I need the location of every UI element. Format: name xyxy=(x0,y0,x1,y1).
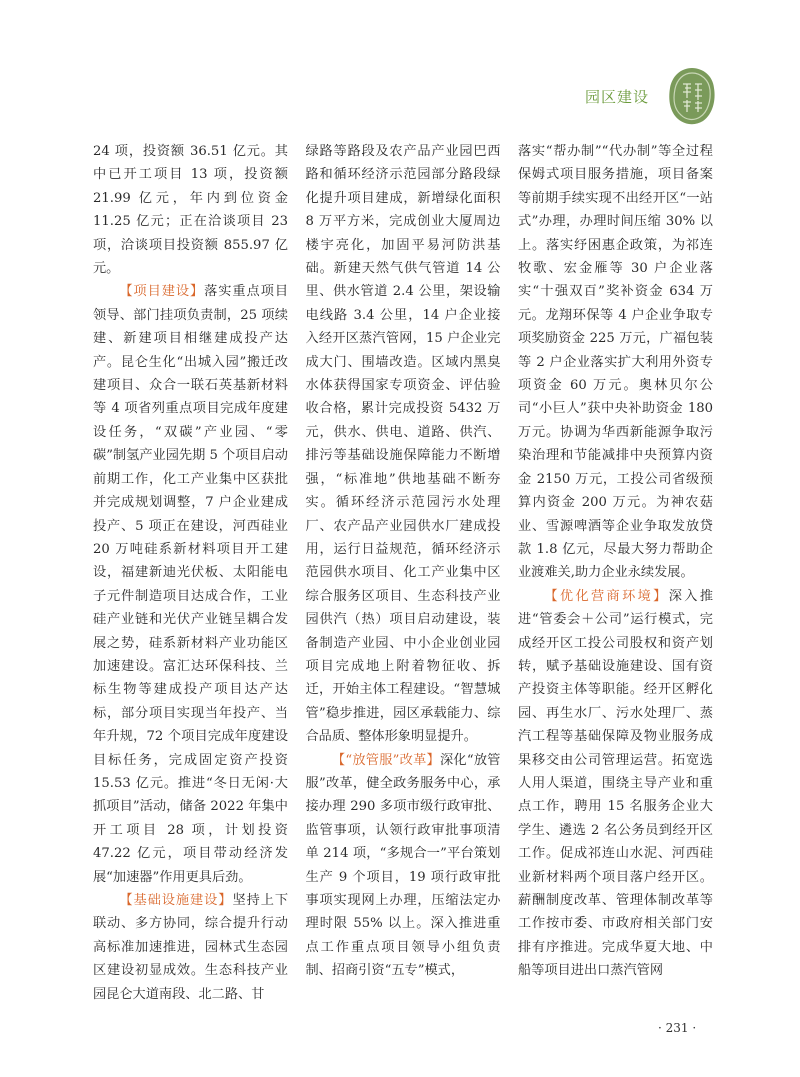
paragraph: 绿路等路段及农产品产业园巴西路和循环经济示范园部分路段绿化提升项目建成，新增绿化面积 8 万平方米，完成创业大厦周边楼宇亮化，加固平易河防洪基础。新建天然气供气管道 14 公里、供水管道 2.4 公里，架设输电线路 3.4 公里，14 户企业接入经开区蒸汽管网，15 户企业完成大门、围墙改造。区域内黑臭水体获得国家专项资金、评估验收合格，累计完成投资 5432 万元，供水、供电、道路、供汽、排污等基础设施保障能力不断增强，“标准地”供地基础不断夯实。循环经济示范园污水处理厂、农产品产业园供水厂建成投用，运行日益规范，循环经济示范园供水项目、化工产业集中区综合服务区项目、生态科技产业园供汽（热）项目启动建设，装备制造产业园、中小企业创业园项目完成地上附着物征收、拆迁，开始主体工程建设。“智慧城管”稳步推进，园区承载能力、综合品质、整体形象明显提升。 xyxy=(305,144,501,745)
section-tag: 【“放管服”改革】 xyxy=(331,752,440,768)
paragraph-text: 坚持上下联动、多方协同，综合提升行动高标准加速推进，园林式生态园区建设初显成效。生态科技产业园昆仑大道南段、北二路、甘 xyxy=(93,893,288,1002)
section-tag: 【优化营商环境】 xyxy=(544,588,669,604)
paragraph: 落实“帮办制”“代办制”等全过程保姆式项目服务措施，项目备案等前期手续实现不出经开区“一站式”办理，办理时间压缩 30% 以上。落实纾困惠企政策，为祁连牧歌、宏金雁等 30 户企业落实“十强双百”奖补资金 634 万元。龙翔环保等 4 户企业争取专项奖励资金 225 万元，广福包装等 2 户企业落实扩大利用外资专项资金 60 万元。奥林贝尔公司“小巨人”获中央补助资金 180 万元。协调为华西新能源争取污染治理和节能减排中央预算内资金 2150 万元，工投公司省级预算内资金 200 万元。为神农菇业、雪源啤酒等企业争取发放贷款 1.8 亿元，尽最大努力帮助企业渡难关,助力企业永续发展。 xyxy=(518,144,713,581)
paragraph-text: 深入推进“管委会＋公司”运行模式，完成经开区工投公司股权和资产划转，赋予基础设施建设、国有资产投资主体等职能。经开区孵化园、再生水厂、污水处理厂、蒸汽工程等基础保障及物业服务成果移交由公司管理运营。拓宽选人用人渠道，围绕主导产业和重点工作，聘用 15 名服务企业大学生、遴选 2 名公务员到经开区工作。促成祁连山水泥、河西硅业新材料两个项目落户经开区。薪酬制度改革、管理体制改革等工作按市委、市政府相关部门安排有序推进。完成华夏大地、中船等项目进出口蒸汽管网 xyxy=(518,588,713,979)
paragraph: 24 项，投资额 36.51 亿元。其中已开工项目 13 项，投资额 21.99 亿元，年内到位资金 11.25 亿元；正在洽谈项目 23 项，洽谈项目投资额 855.97 亿元。 xyxy=(93,144,288,277)
column-2 xyxy=(306,140,501,1010)
paragraph-text: 落实重点项目领导、部门挂项负责制，25 项续建、新建项目相继建成投产达产。昆仑生化“出城入园”搬迁改建项目、众合一联石英基新材料等 4 项省列重点项目完成年度建设任务，“双碳”产业园、“零碳”制氢产业园先期 5 个项目启动前期工作，化工产业集中区获批并完成规划调整，7 户企业建成投产、5 项正在建设，河西硅业 20 万吨硅系新材料项目开工建设，福建新迪光伏板、太阳能电子元件制造项目达成合作，工业硅产业链和光伏产业链呈耦合发展之势，硅系新材料产业功能区加速建设。富汇达环保科技、兰标生物等建成投产项目达产达标，部分项目实现当年投产、当年升规，72 个项目完成年度建设目标任务，完成固定资产投资 15.53 亿元。推进“冬日无闲·大抓项目”活动，储备 2022 年集中开工项目 28 项，计划投资 47.22 亿元，项目带动经济发展“加速器”作用更具后劲。 xyxy=(93,284,288,885)
paragraph-reform xyxy=(306,749,501,983)
paragraph-text: 深化“放管服”改革，健全政务服务中心，承接办理 290 多项市级行政审批、监管事项，认领行政审批事项清单 214 项，“多规合一”平台策划生产 9 个项目，19 项行政审批事项实现网上办理，压缩法定办理时限 55% 以上。深入推进重点工作重点项目领导小组负责制、招商引资“五专”模式， xyxy=(305,752,501,979)
seal-stamp-icon xyxy=(667,66,717,126)
page-number: · 231 · xyxy=(658,1021,697,1035)
section-tag: 【项目建设】 xyxy=(119,284,205,300)
column-3 xyxy=(518,140,713,1010)
paragraph-business-environment xyxy=(518,585,713,983)
article-columns xyxy=(93,140,713,1010)
section-tag: 【基础设施建设】 xyxy=(119,893,233,908)
section-title: 园区建设 xyxy=(585,88,650,106)
paragraph-infrastructure xyxy=(93,889,288,1006)
column-1 xyxy=(93,140,288,1010)
paragraph-project-construction xyxy=(93,280,288,889)
